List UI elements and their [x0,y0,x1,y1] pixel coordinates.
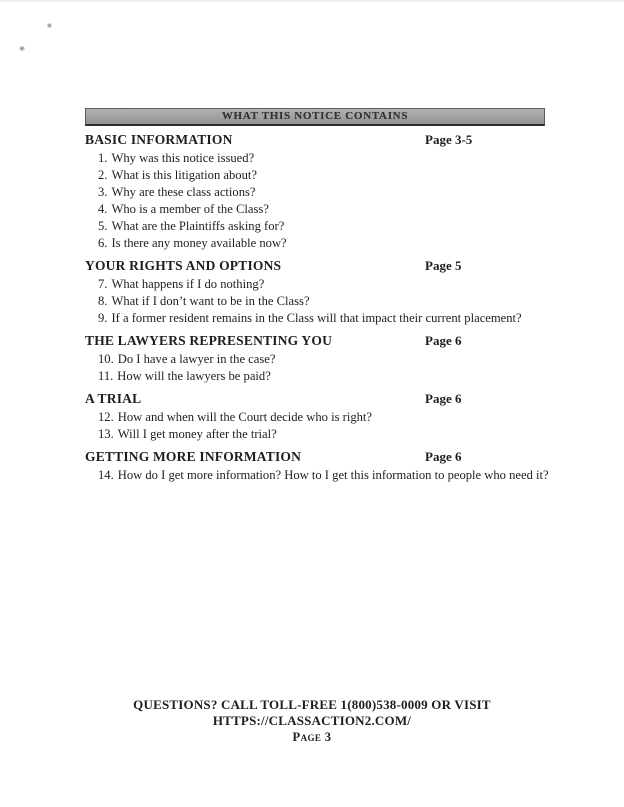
section-lawyers-representing-you [85,332,545,385]
page-reference: Page 6 [425,449,462,464]
scan-edge-artifact [0,0,624,3]
toc-question [85,426,545,443]
question-text: Do I have a lawyer in the case? [117,352,276,366]
section-a-trial [85,390,545,443]
toc-question [85,167,545,184]
question-number: 13. [98,427,114,441]
question-number: 10. [98,352,114,366]
toc-question [85,276,545,293]
section-title: GETTING MORE INFORMATION [85,449,302,464]
question-number: 1. [98,151,108,165]
question-list [85,276,545,327]
question-number: 3. [98,185,108,199]
toc-question [85,310,545,327]
page-reference: Page 6 [425,333,462,348]
question-text: What is this litigation about? [111,168,257,182]
question-text: How and when will the Court decide who is right? [117,410,373,424]
question-number: 8. [98,294,108,308]
question-text: What are the Plaintiffs asking for? [111,219,285,233]
footer-website-url: HTTPS://CLASSACTION2.COM/ [212,713,412,728]
section-heading-row [85,257,545,275]
section-title: BASIC INFORMATION [85,132,233,147]
toc-question [85,201,545,218]
question-number: 12. [98,410,114,424]
question-text: If a former resident remains in the Class will that impact their current placement? [111,311,522,325]
question-text: How will the lawyers be paid? [117,369,271,383]
toc-question [85,218,545,235]
question-list [85,150,545,252]
toc-question [85,184,545,201]
question-list [85,409,545,443]
page-reference: Page 3-5 [425,132,473,147]
scan-speck [19,46,25,51]
question-number: 11. [98,369,114,383]
question-text: Is there any money available now? [111,236,287,250]
question-list [85,351,545,385]
section-heading-row [85,332,545,350]
question-number: 9. [98,311,108,325]
question-number: 7. [98,277,108,291]
page-reference: Page 5 [425,258,462,273]
question-text: How do I get more information? How to I get this information to people who need it? [117,468,549,482]
section-your-rights-and-options [85,257,545,327]
question-number: 2. [98,168,108,182]
section-title: THE LAWYERS REPRESENTING YOU [85,333,333,348]
section-heading-row [85,448,545,466]
question-number: 4. [98,202,108,216]
question-text: Why was this notice issued? [111,151,255,165]
toc-question [85,235,545,252]
toc-question [85,368,545,385]
question-text: What if I don’t want to be in the Class? [111,294,310,308]
page-reference: Page 6 [425,391,462,406]
question-number: 14. [98,468,114,482]
toc-question [85,293,545,310]
question-list [85,467,549,484]
toc-question [85,467,549,484]
question-number: 6. [98,236,108,250]
question-text: Who is a member of the Class? [111,202,269,216]
section-title: YOUR RIGHTS AND OPTIONS [85,258,282,273]
page-footer [0,697,624,745]
footer-questions-line: QUESTIONS? CALL TOLL-FREE 1(800)538-0009 OR VISIT [133,697,491,712]
table-of-contents [85,108,549,484]
section-title: A TRIAL [85,391,142,406]
question-text: Why are these class actions? [111,185,256,199]
question-text: Will I get money after the trial? [117,427,277,441]
notice-contains-banner: WHAT THIS NOTICE CONTAINS [85,108,545,126]
question-number: 5. [98,219,108,233]
section-getting-more-information [85,448,549,484]
toc-question [85,409,545,426]
section-basic-information [85,131,545,252]
question-text: What happens if I do nothing? [111,277,265,291]
section-heading-row [85,131,545,149]
footer-page-number: Page 3 [292,730,332,744]
toc-question [85,351,545,368]
scan-speck [47,23,52,28]
toc-question [85,150,545,167]
section-heading-row [85,390,545,408]
